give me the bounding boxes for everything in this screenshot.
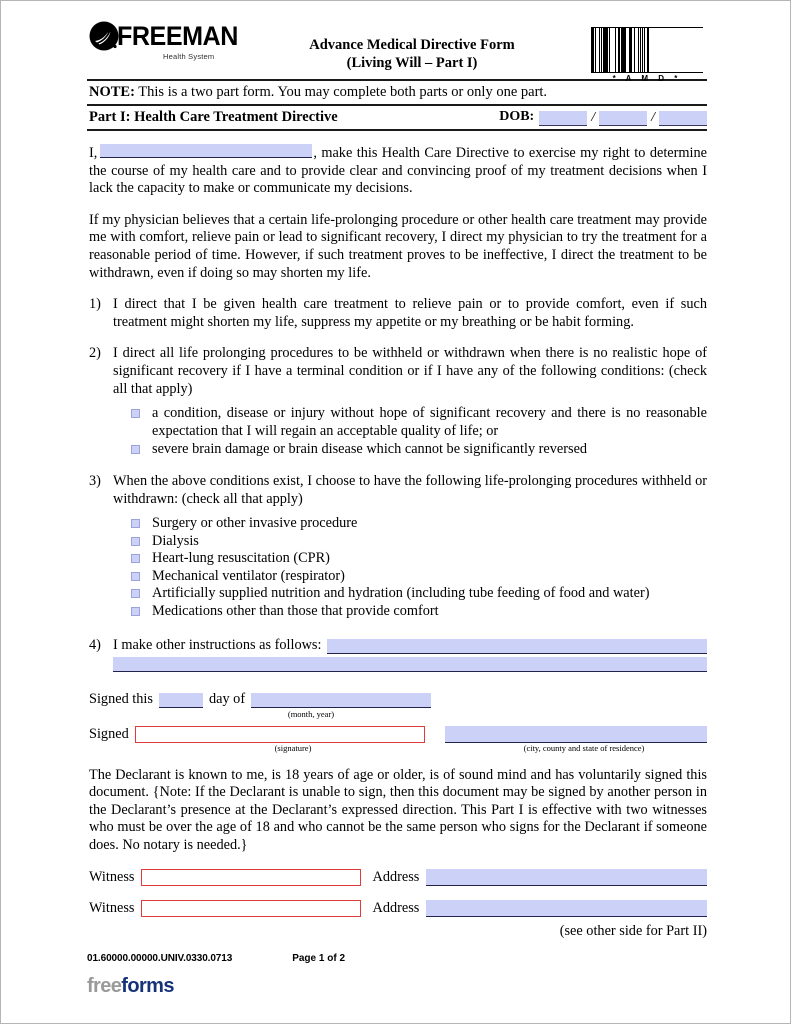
directive-item-3-number: 3) <box>89 472 101 489</box>
directive-item-4-label: I make other instructions as follows: <box>113 636 322 653</box>
directive-item-1 <box>89 296 707 331</box>
condition-label: severe brain damage or brain disease which cannot be significantly reversed <box>152 441 588 458</box>
directive-item-2-text: I direct all life prolonging procedures to be withheld or withdrawn when there is no realistic hope of significant recovery if I have a terminal condition or if I have any of the following conditions: (check all that apply) <box>113 345 707 397</box>
procedure-label: Surgery or other invasive procedure <box>152 515 358 532</box>
intro-paragraph <box>89 144 707 198</box>
dob-separator-1: / <box>591 110 596 125</box>
procedure-row[interactable] <box>131 585 707 603</box>
other-instructions-input-line-2[interactable] <box>113 657 707 672</box>
declarant-name-input[interactable] <box>100 144 312 158</box>
checkbox-icon[interactable] <box>131 519 140 528</box>
dob-separator-2: / <box>651 110 655 125</box>
witness-1-label: Witness <box>89 868 135 885</box>
note-text: This is a two part form. You may complete both parts or only one part. <box>138 84 548 100</box>
condition-row[interactable] <box>131 405 707 440</box>
document-title-line-2: (Living Will – Part I) <box>346 55 478 71</box>
dob-label: DOB: <box>499 109 535 124</box>
form-number: 01.60000.00000.UNIV.0330.0713 <box>87 952 233 964</box>
signature-row <box>89 726 707 743</box>
directive-item-1-number: 1) <box>89 296 101 313</box>
barcode-label: * A M D * <box>612 74 682 83</box>
dob-year-input[interactable] <box>659 111 707 126</box>
procedure-label: Medications other than those that provide comfort <box>152 603 439 620</box>
procedure-row[interactable] <box>131 533 707 551</box>
intro-rest: , make this Health Care Directive to exercise my right to determine the course of my health care and to provide clear and convincing proof of my treatment decisions when I lack the capacity to make or communicate my decisions. <box>89 145 707 197</box>
witness-2-signature-input[interactable] <box>141 900 361 917</box>
directive-item-1-text: I direct that I be given health care treatment to relieve pain or to provide comfort, even if such treatment might shorten my life, suppress my appetite or my breathing or be habit forming. <box>113 296 707 330</box>
procedure-label: Mechanical ventilator (respirator) <box>152 567 345 584</box>
condition-row[interactable] <box>131 441 707 459</box>
signed-this-label: Signed this <box>89 690 153 707</box>
directive-item-3-text: When the above conditions exist, I choose to have the following life-prolonging procedures withheld or withdrawn: (check all that apply) <box>113 472 707 507</box>
declarant-signature-input[interactable] <box>135 726 425 743</box>
witness-1-address-input[interactable] <box>426 869 707 886</box>
dob-month-input[interactable] <box>539 111 587 126</box>
intro-lead: I, <box>89 145 98 161</box>
freeforms-logo-forms: forms <box>121 974 174 997</box>
witness-1-signature-input[interactable] <box>141 869 361 886</box>
witness-2-address-input[interactable] <box>426 900 707 917</box>
part-title: Part I: Health Care Treatment Directive <box>89 109 338 125</box>
checkbox-icon[interactable] <box>131 554 140 563</box>
dob-day-input[interactable] <box>599 111 647 126</box>
signed-label: Signed <box>89 725 129 742</box>
month-year-caption: (month, year) <box>287 708 335 719</box>
signed-day-input[interactable] <box>159 693 203 708</box>
procedure-label: Artificially supplied nutrition and hydration (including tube feeding of food and water) <box>152 585 650 602</box>
residence-caption: (city, county and state of residence) <box>523 742 645 753</box>
checkbox-icon[interactable] <box>131 589 140 598</box>
dob-group <box>499 109 707 126</box>
procedure-label: Heart-lung resuscitation (CPR) <box>152 550 330 567</box>
witness-2-label: Witness <box>89 899 135 916</box>
checkbox-icon[interactable] <box>131 409 140 418</box>
procedure-row[interactable] <box>131 568 707 586</box>
witness-row-1 <box>89 869 707 886</box>
residence-input[interactable] <box>445 726 707 743</box>
condition-label: a condition, disease or injury without hope of significant recovery and there is no reasonable expectation that I will regain an acceptable quality of life; or <box>152 405 707 439</box>
freeman-logo-wordmark: FREEMAN <box>117 21 238 51</box>
directive-item-3 <box>89 473 707 508</box>
checkbox-icon[interactable] <box>131 445 140 454</box>
freeforms-logo <box>87 975 707 998</box>
physician-paragraph: If my physician believes that a certain life-prolonging procedure or other health care treatment may provide me with comfort, relieve pain or lead to significant recovery, I direct my physician to try the treatment for a reasonable period of time. However, if such treatment proves to be ineffective, I direct the treatment to be withdrawn, even if doing so may shorten my life. <box>89 211 707 281</box>
form-header <box>87 1 707 83</box>
signature-captions <box>89 743 707 753</box>
directive-item-2-number: 2) <box>89 345 101 362</box>
checkbox-icon[interactable] <box>131 537 140 546</box>
procedure-row[interactable] <box>131 603 707 621</box>
freeforms-logo-free: free <box>87 974 122 997</box>
signed-month-year-input[interactable] <box>251 693 431 708</box>
procedure-row[interactable] <box>131 515 707 533</box>
document-title-line-1: Advance Medical Directive Form <box>309 37 515 53</box>
directive-item-2 <box>89 345 707 398</box>
declarant-paragraph: The Declarant is known to me, is 18 years of age or older, is of sound mind and has voluntarily signed this document. {Note: If the Declarant is unable to sign, then this document may be signed by another person in the Declarant’s presence at the Declarant’s expressed direction. This Part I is effective with two witnesses who must be over the age of 18 and who cannot be the same person who signs for the Declarant if someone does. No notary is needed.} <box>89 766 707 854</box>
note-label: NOTE: <box>89 84 135 100</box>
procedure-row[interactable] <box>131 550 707 568</box>
signing-block <box>87 691 707 753</box>
part-header-bar <box>87 105 707 131</box>
document-title <box>247 36 577 72</box>
signed-this-row <box>89 691 707 708</box>
witness-row-2 <box>89 900 707 917</box>
checkbox-icon[interactable] <box>131 607 140 616</box>
conditions-checkbox-list <box>131 405 707 459</box>
form-sheet <box>87 1 707 998</box>
day-of-label: day of <box>208 690 246 707</box>
other-instructions-input-line-1[interactable] <box>327 639 707 654</box>
page-number: Page 1 of 2 <box>292 952 346 964</box>
procedure-label: Dialysis <box>152 532 199 549</box>
directive-item-4-number: 4) <box>89 636 101 653</box>
witness-1-address-label: Address <box>372 868 420 885</box>
freeman-logo-tagline: Health System <box>163 52 215 61</box>
directive-item-4 <box>89 637 707 654</box>
barcode-block <box>591 27 703 83</box>
see-other-side-note: (see other side for Part II) <box>559 922 707 939</box>
freeman-logo <box>89 21 238 69</box>
witness-2-address-label: Address <box>372 899 420 916</box>
signature-caption: (signature) <box>274 742 312 753</box>
procedures-checkbox-list <box>131 515 707 621</box>
checkbox-icon[interactable] <box>131 572 140 581</box>
barcode-image <box>591 27 703 73</box>
form-footer <box>87 953 707 964</box>
freeman-logo-mark-icon <box>89 21 119 51</box>
